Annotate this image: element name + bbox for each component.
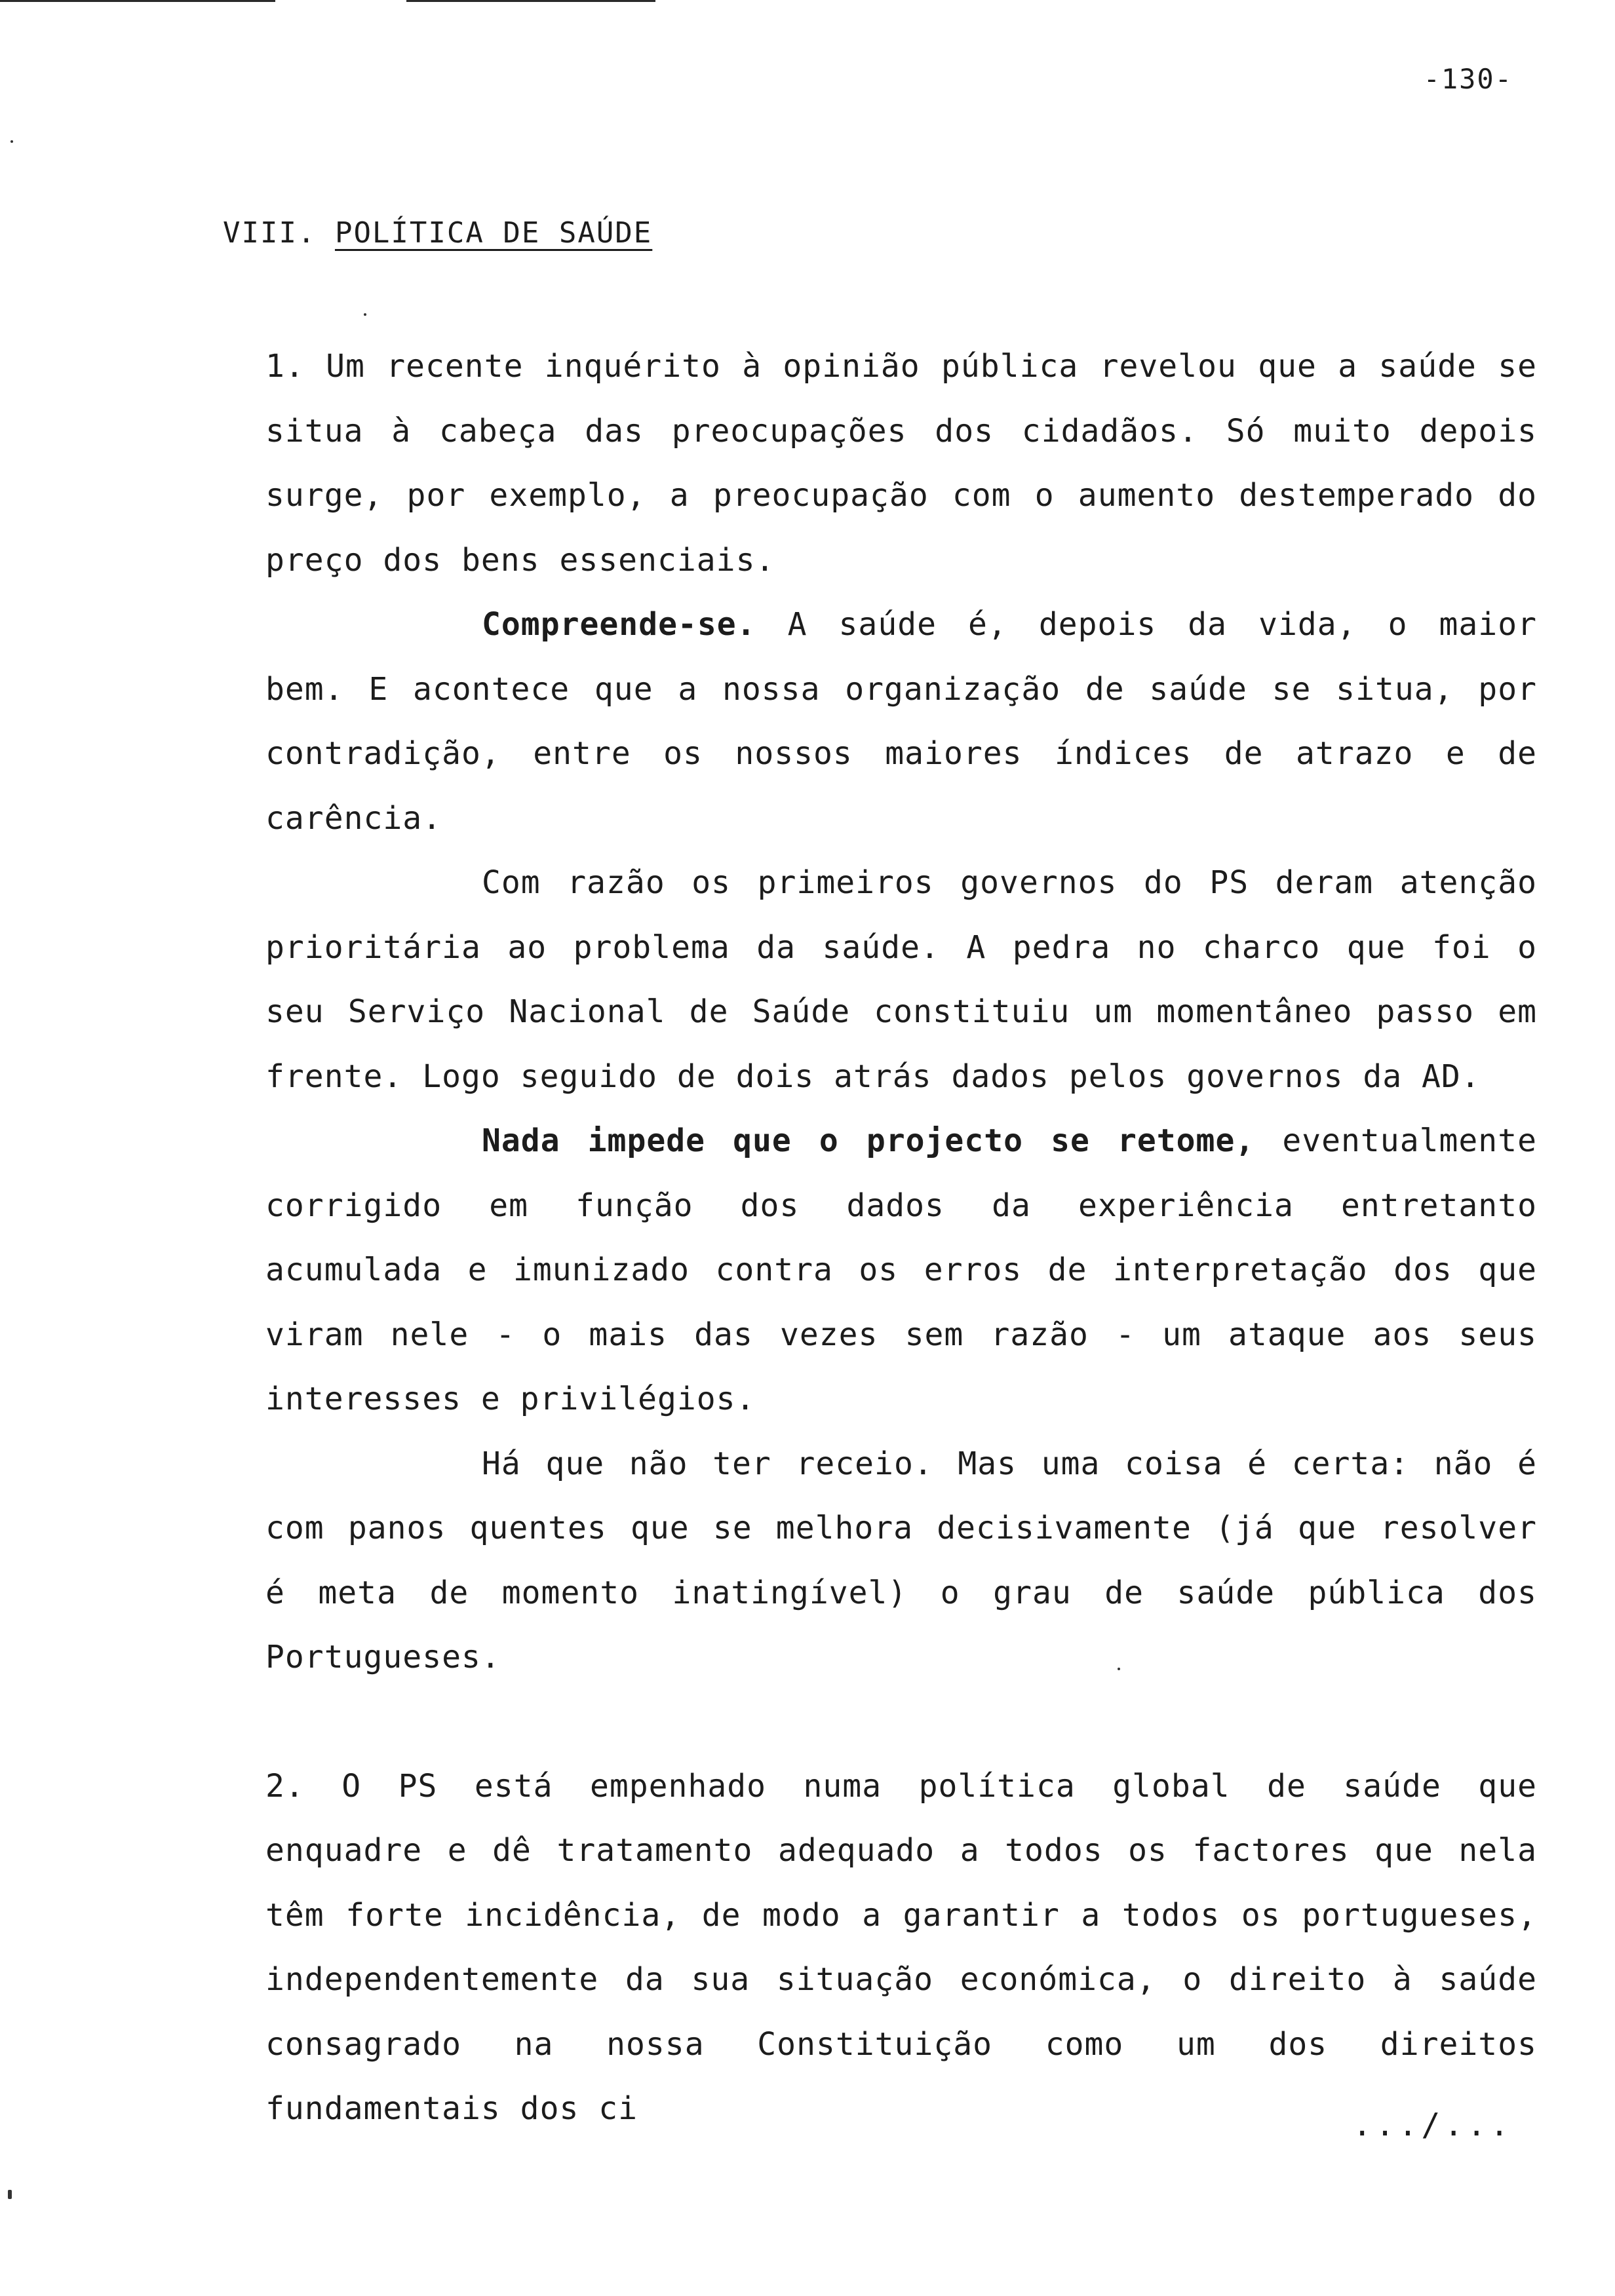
scan-speck — [8, 2190, 12, 2199]
paragraph-6: 2. O PS está empenhado numa política global de saúde que enquadre e dê tratamento adequado a todos os factores que nela têm forte incidência, de modo a garantir a todos os portugueses, independentemente da sua situação económica, o direito à saúde consagrado na nossa Constituição como um dos direitos fundamentais dos ci — [265, 1767, 1537, 2127]
continuation-mark: .../... — [1352, 2107, 1513, 2143]
scan-speck — [10, 140, 13, 143]
top-edge-rule-left — [0, 0, 275, 2]
paragraph-1: 1. Um recente inquérito à opinião pública revelou que a saúde se situa à cabeça das preocupações dos cidadãos. Só muito depois surge, por exemplo, a preocupação com o aumento destemperado do preço dos bens essenciais. — [265, 348, 1537, 579]
paragraph-2 — [265, 592, 1537, 851]
paragraph-3: Com razão os primeiros governos do PS deram atenção prioritária ao problema da saúde. A pedra no charco que foi o seu Serviço Nacional de Saúde constituiu um momentâneo passo em frente. Logo seguido de dois atrás dados pelos governos da AD. — [265, 864, 1537, 1095]
page-number: -130- — [1423, 63, 1513, 95]
scan-speck — [1118, 1668, 1120, 1670]
section-title: POLÍTICA DE SAÚDE — [334, 216, 653, 250]
top-edge-rule-right — [406, 0, 655, 2]
scan-speck — [364, 313, 366, 316]
paragraph-2-text: A saúde é, depois da vida, o maior bem. E acontece que a nossa organização de saúde se situa, por contradição, entre os nossos maiores índices de atrazo e de carência. — [265, 606, 1537, 837]
paragraph-4-lead: Nada impede que o projecto se retome, — [482, 1122, 1255, 1159]
section-heading — [223, 216, 652, 250]
body-text — [265, 334, 1537, 2141]
paragraph-4-text: eventualmente corrigido em função dos dados da experiência entretanto acumulada e imunizado contra os erros de interpretação dos que viram nele - o mais das vezes sem razão - um ataque aos seus interesses e privilégios. — [265, 1122, 1537, 1417]
paragraph-gap — [265, 1690, 1537, 1754]
paragraph-2-lead: Compreende-se. — [482, 606, 756, 643]
section-numeral: VIII. — [223, 216, 317, 250]
paragraph-4 — [265, 1109, 1537, 1432]
paragraph-5: Há que não ter receio. Mas uma coisa é certa: não é com panos quentes que se melhora decisivamente (já que resolver é meta de momento inatingível) o grau de saúde pública dos Portugueses. — [265, 1445, 1537, 1675]
